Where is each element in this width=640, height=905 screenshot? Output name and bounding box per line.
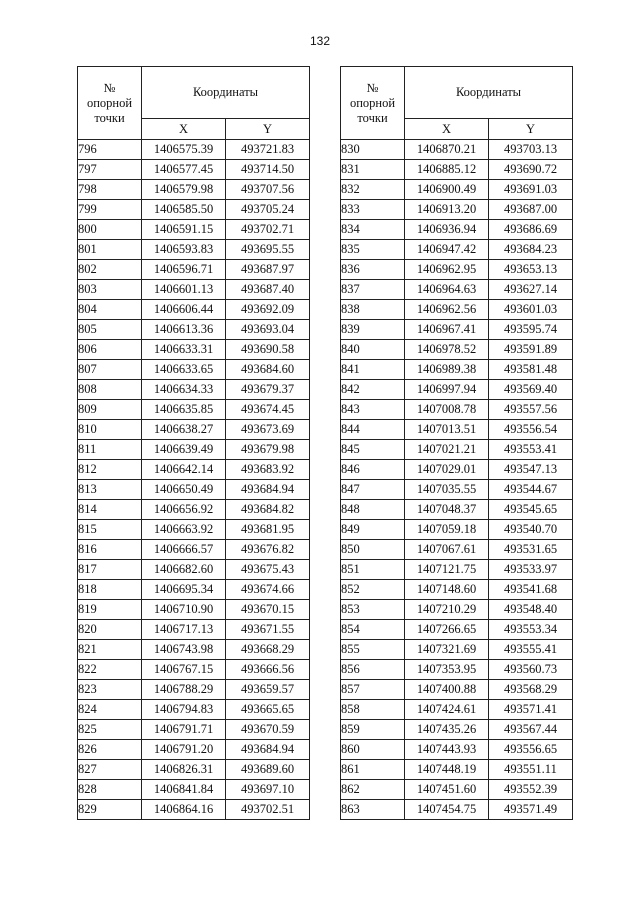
y-coordinate-cell: 493666.56 — [226, 660, 310, 680]
x-coordinate-cell: 1406613.36 — [142, 320, 226, 340]
table-row — [341, 200, 573, 220]
point-number-cell: 832 — [341, 180, 405, 200]
table-row — [78, 480, 310, 500]
y-coordinate-cell: 493557.56 — [489, 400, 573, 420]
point-number-cell: 844 — [341, 420, 405, 440]
x-coordinate-cell: 1406936.94 — [405, 220, 489, 240]
table-row — [78, 760, 310, 780]
point-number-cell: 829 — [78, 800, 142, 820]
table-row — [78, 420, 310, 440]
table-row — [341, 640, 573, 660]
table-row — [78, 460, 310, 480]
x-coordinate-cell: 1406591.15 — [142, 220, 226, 240]
y-coordinate-cell: 493687.97 — [226, 260, 310, 280]
point-number-cell: 821 — [78, 640, 142, 660]
y-coordinate-cell: 493571.49 — [489, 800, 573, 820]
x-coordinate-cell: 1406585.50 — [142, 200, 226, 220]
y-coordinate-cell: 493540.70 — [489, 520, 573, 540]
x-coordinate-cell: 1406606.44 — [142, 300, 226, 320]
point-number-cell: 801 — [78, 240, 142, 260]
x-coordinate-cell: 1406634.33 — [142, 380, 226, 400]
x-coordinate-cell: 1406695.34 — [142, 580, 226, 600]
x-coordinate-cell: 1406575.39 — [142, 140, 226, 160]
point-number-cell: 817 — [78, 560, 142, 580]
y-coordinate-cell: 493556.65 — [489, 740, 573, 760]
point-number-cell: 841 — [341, 360, 405, 380]
table-row — [341, 720, 573, 740]
header-num-line-1: № — [103, 80, 116, 95]
table-row — [341, 580, 573, 600]
y-coordinate-cell: 493567.44 — [489, 720, 573, 740]
y-coordinate-cell: 493679.98 — [226, 440, 310, 460]
x-coordinate-cell: 1406791.20 — [142, 740, 226, 760]
y-coordinate-cell: 493581.48 — [489, 360, 573, 380]
y-coordinate-cell: 493684.60 — [226, 360, 310, 380]
x-coordinate-cell: 1406913.20 — [405, 200, 489, 220]
x-coordinate-cell: 1406579.98 — [142, 180, 226, 200]
y-coordinate-cell: 493686.69 — [489, 220, 573, 240]
point-number-cell: 836 — [341, 260, 405, 280]
table-row — [341, 700, 573, 720]
point-number-cell: 826 — [78, 740, 142, 760]
x-coordinate-cell: 1406826.31 — [142, 760, 226, 780]
y-coordinate-cell: 493569.40 — [489, 380, 573, 400]
table-row — [341, 400, 573, 420]
y-coordinate-cell: 493541.68 — [489, 580, 573, 600]
y-coordinate-cell: 493674.66 — [226, 580, 310, 600]
table-row — [78, 620, 310, 640]
point-number-cell: 810 — [78, 420, 142, 440]
table-row — [341, 240, 573, 260]
y-coordinate-cell: 493548.40 — [489, 600, 573, 620]
x-coordinate-cell: 1406997.94 — [405, 380, 489, 400]
table-row — [341, 780, 573, 800]
table-row — [78, 520, 310, 540]
x-coordinate-cell: 1407008.78 — [405, 400, 489, 420]
y-coordinate-cell: 493695.55 — [226, 240, 310, 260]
table-row — [341, 160, 573, 180]
point-number-cell: 812 — [78, 460, 142, 480]
x-coordinate-cell: 1406962.95 — [405, 260, 489, 280]
y-coordinate-cell: 493553.34 — [489, 620, 573, 640]
y-coordinate-cell: 493707.56 — [226, 180, 310, 200]
page-number: 132 — [309, 34, 331, 48]
table-row — [341, 140, 573, 160]
x-coordinate-cell: 1406717.13 — [142, 620, 226, 640]
point-number-cell: 859 — [341, 720, 405, 740]
x-coordinate-cell: 1407121.75 — [405, 560, 489, 580]
table-row — [78, 740, 310, 760]
y-coordinate-cell: 493545.65 — [489, 500, 573, 520]
y-coordinate-cell: 493697.10 — [226, 780, 310, 800]
y-coordinate-cell: 493670.15 — [226, 600, 310, 620]
point-number-cell: 842 — [341, 380, 405, 400]
point-number-cell: 834 — [341, 220, 405, 240]
coordinates-table-right — [340, 66, 573, 820]
point-number-cell: 802 — [78, 260, 142, 280]
point-number-cell: 858 — [341, 700, 405, 720]
table-row — [341, 480, 573, 500]
y-coordinate-cell: 493689.60 — [226, 760, 310, 780]
table-row — [78, 320, 310, 340]
y-coordinate-cell: 493591.89 — [489, 340, 573, 360]
table-row — [78, 680, 310, 700]
coordinates-table-left — [77, 66, 310, 820]
point-number-cell: 813 — [78, 480, 142, 500]
table-row — [341, 540, 573, 560]
point-number-cell: 825 — [78, 720, 142, 740]
x-coordinate-cell: 1407435.26 — [405, 720, 489, 740]
x-coordinate-cell: 1406633.31 — [142, 340, 226, 360]
x-coordinate-cell: 1406710.90 — [142, 600, 226, 620]
y-coordinate-cell: 493721.83 — [226, 140, 310, 160]
point-number-cell: 809 — [78, 400, 142, 420]
table-row — [341, 760, 573, 780]
y-coordinate-cell: 493681.95 — [226, 520, 310, 540]
x-coordinate-cell: 1406663.92 — [142, 520, 226, 540]
y-coordinate-cell: 493601.03 — [489, 300, 573, 320]
point-number-cell: 850 — [341, 540, 405, 560]
header-num-line-3: точки — [94, 110, 125, 125]
header-point-number — [341, 67, 405, 140]
x-coordinate-cell: 1407451.60 — [405, 780, 489, 800]
y-coordinate-cell: 493671.55 — [226, 620, 310, 640]
table-row — [78, 640, 310, 660]
table-row — [341, 280, 573, 300]
table-row — [341, 620, 573, 640]
point-number-cell: 861 — [341, 760, 405, 780]
x-coordinate-cell: 1406791.71 — [142, 720, 226, 740]
table-row — [78, 220, 310, 240]
y-coordinate-cell: 493555.41 — [489, 640, 573, 660]
point-number-cell: 814 — [78, 500, 142, 520]
point-number-cell: 862 — [341, 780, 405, 800]
x-coordinate-cell: 1406964.63 — [405, 280, 489, 300]
point-number-cell: 830 — [341, 140, 405, 160]
y-coordinate-cell: 493668.29 — [226, 640, 310, 660]
table-row — [78, 800, 310, 820]
header-num-line-2: опорной — [86, 95, 133, 110]
point-number-cell: 849 — [341, 520, 405, 540]
x-coordinate-cell: 1406841.84 — [142, 780, 226, 800]
y-coordinate-cell: 493690.72 — [489, 160, 573, 180]
x-coordinate-cell: 1406666.57 — [142, 540, 226, 560]
point-number-cell: 831 — [341, 160, 405, 180]
table-row — [341, 420, 573, 440]
table-body-left — [78, 140, 310, 820]
table-row — [78, 180, 310, 200]
table-row — [341, 260, 573, 280]
point-number-cell: 818 — [78, 580, 142, 600]
point-number-cell: 799 — [78, 200, 142, 220]
y-coordinate-cell: 493531.65 — [489, 540, 573, 560]
x-coordinate-cell: 1407266.65 — [405, 620, 489, 640]
y-coordinate-cell: 493690.58 — [226, 340, 310, 360]
y-coordinate-cell: 493714.50 — [226, 160, 310, 180]
table-row — [78, 600, 310, 620]
x-coordinate-cell: 1407148.60 — [405, 580, 489, 600]
y-coordinate-cell: 493683.92 — [226, 460, 310, 480]
point-number-cell: 806 — [78, 340, 142, 360]
point-number-cell: 796 — [78, 140, 142, 160]
x-coordinate-cell: 1406596.71 — [142, 260, 226, 280]
point-number-cell: 851 — [341, 560, 405, 580]
point-number-cell: 854 — [341, 620, 405, 640]
point-number-cell: 840 — [341, 340, 405, 360]
x-coordinate-cell: 1407424.61 — [405, 700, 489, 720]
table-row — [341, 800, 573, 820]
y-coordinate-cell: 493705.24 — [226, 200, 310, 220]
header-num-line-3: точки — [357, 110, 388, 125]
y-coordinate-cell: 493533.97 — [489, 560, 573, 580]
x-coordinate-cell: 1406633.65 — [142, 360, 226, 380]
table-row — [341, 520, 573, 540]
table-row — [78, 720, 310, 740]
header-num-line-2: опорной — [349, 95, 396, 110]
header-y: Y — [226, 119, 310, 140]
x-coordinate-cell: 1407443.93 — [405, 740, 489, 760]
table-row — [341, 740, 573, 760]
y-coordinate-cell: 493659.57 — [226, 680, 310, 700]
point-number-cell: 815 — [78, 520, 142, 540]
y-coordinate-cell: 493627.14 — [489, 280, 573, 300]
table-row — [341, 460, 573, 480]
y-coordinate-cell: 493693.04 — [226, 320, 310, 340]
y-coordinate-cell: 493692.09 — [226, 300, 310, 320]
y-coordinate-cell: 493687.00 — [489, 200, 573, 220]
x-coordinate-cell: 1406978.52 — [405, 340, 489, 360]
point-number-cell: 804 — [78, 300, 142, 320]
table-row — [78, 560, 310, 580]
table-row — [341, 680, 573, 700]
x-coordinate-cell: 1406967.41 — [405, 320, 489, 340]
point-number-cell: 848 — [341, 500, 405, 520]
x-coordinate-cell: 1407029.01 — [405, 460, 489, 480]
point-number-cell: 852 — [341, 580, 405, 600]
x-coordinate-cell: 1406593.83 — [142, 240, 226, 260]
point-number-cell: 805 — [78, 320, 142, 340]
x-coordinate-cell: 1406788.29 — [142, 680, 226, 700]
x-coordinate-cell: 1406962.56 — [405, 300, 489, 320]
point-number-cell: 807 — [78, 360, 142, 380]
table-body-right — [341, 140, 573, 820]
y-coordinate-cell: 493544.67 — [489, 480, 573, 500]
point-number-cell: 800 — [78, 220, 142, 240]
x-coordinate-cell: 1407448.19 — [405, 760, 489, 780]
x-coordinate-cell: 1406947.42 — [405, 240, 489, 260]
point-number-cell: 816 — [78, 540, 142, 560]
x-coordinate-cell: 1406794.83 — [142, 700, 226, 720]
y-coordinate-cell: 493684.94 — [226, 480, 310, 500]
table-row — [341, 340, 573, 360]
table-row — [341, 320, 573, 340]
table-row — [341, 440, 573, 460]
point-number-cell: 853 — [341, 600, 405, 620]
header-coordinates: Координаты — [405, 67, 573, 119]
point-number-cell: 811 — [78, 440, 142, 460]
table-row — [78, 260, 310, 280]
y-coordinate-cell: 493674.45 — [226, 400, 310, 420]
y-coordinate-cell: 493702.71 — [226, 220, 310, 240]
x-coordinate-cell: 1406864.16 — [142, 800, 226, 820]
point-number-cell: 856 — [341, 660, 405, 680]
table-row — [78, 360, 310, 380]
point-number-cell: 823 — [78, 680, 142, 700]
y-coordinate-cell: 493568.29 — [489, 680, 573, 700]
y-coordinate-cell: 493675.43 — [226, 560, 310, 580]
y-coordinate-cell: 493653.13 — [489, 260, 573, 280]
x-coordinate-cell: 1407454.75 — [405, 800, 489, 820]
header-y: Y — [489, 119, 573, 140]
x-coordinate-cell: 1406682.60 — [142, 560, 226, 580]
point-number-cell: 808 — [78, 380, 142, 400]
y-coordinate-cell: 493552.39 — [489, 780, 573, 800]
table-row — [78, 580, 310, 600]
x-coordinate-cell: 1406900.49 — [405, 180, 489, 200]
header-point-number — [78, 67, 142, 140]
table-row — [341, 380, 573, 400]
point-number-cell: 863 — [341, 800, 405, 820]
table-row — [341, 360, 573, 380]
x-coordinate-cell: 1406601.13 — [142, 280, 226, 300]
table-row — [78, 660, 310, 680]
x-coordinate-cell: 1406767.15 — [142, 660, 226, 680]
y-coordinate-cell: 493684.94 — [226, 740, 310, 760]
point-number-cell: 838 — [341, 300, 405, 320]
header-num-line-1: № — [366, 80, 379, 95]
y-coordinate-cell: 493547.13 — [489, 460, 573, 480]
table-row — [78, 780, 310, 800]
point-number-cell: 824 — [78, 700, 142, 720]
point-number-cell: 855 — [341, 640, 405, 660]
y-coordinate-cell: 493556.54 — [489, 420, 573, 440]
point-number-cell: 828 — [78, 780, 142, 800]
point-number-cell: 843 — [341, 400, 405, 420]
y-coordinate-cell: 493687.40 — [226, 280, 310, 300]
table-row — [78, 700, 310, 720]
table-row — [78, 340, 310, 360]
x-coordinate-cell: 1407321.69 — [405, 640, 489, 660]
table-row — [78, 440, 310, 460]
x-coordinate-cell: 1406885.12 — [405, 160, 489, 180]
table-row — [341, 180, 573, 200]
point-number-cell: 837 — [341, 280, 405, 300]
y-coordinate-cell: 493702.51 — [226, 800, 310, 820]
table-row — [78, 140, 310, 160]
table-row — [78, 500, 310, 520]
point-number-cell: 797 — [78, 160, 142, 180]
y-coordinate-cell: 493679.37 — [226, 380, 310, 400]
x-coordinate-cell: 1407400.88 — [405, 680, 489, 700]
x-coordinate-cell: 1406577.45 — [142, 160, 226, 180]
header-coordinates: Координаты — [142, 67, 310, 119]
x-coordinate-cell: 1406639.49 — [142, 440, 226, 460]
table-row — [78, 200, 310, 220]
x-coordinate-cell: 1406989.38 — [405, 360, 489, 380]
y-coordinate-cell: 493571.41 — [489, 700, 573, 720]
y-coordinate-cell: 493684.23 — [489, 240, 573, 260]
point-number-cell: 827 — [78, 760, 142, 780]
x-coordinate-cell: 1406656.92 — [142, 500, 226, 520]
point-number-cell: 819 — [78, 600, 142, 620]
table-row — [341, 600, 573, 620]
point-number-cell: 803 — [78, 280, 142, 300]
point-number-cell: 845 — [341, 440, 405, 460]
point-number-cell: 798 — [78, 180, 142, 200]
point-number-cell: 846 — [341, 460, 405, 480]
y-coordinate-cell: 493684.82 — [226, 500, 310, 520]
header-x: X — [142, 119, 226, 140]
x-coordinate-cell: 1407067.61 — [405, 540, 489, 560]
y-coordinate-cell: 493676.82 — [226, 540, 310, 560]
x-coordinate-cell: 1406635.85 — [142, 400, 226, 420]
y-coordinate-cell: 493551.11 — [489, 760, 573, 780]
y-coordinate-cell: 493595.74 — [489, 320, 573, 340]
x-coordinate-cell: 1406650.49 — [142, 480, 226, 500]
table-row — [341, 500, 573, 520]
point-number-cell: 820 — [78, 620, 142, 640]
x-coordinate-cell: 1406743.98 — [142, 640, 226, 660]
x-coordinate-cell: 1407210.29 — [405, 600, 489, 620]
table-row — [78, 240, 310, 260]
header-x: X — [405, 119, 489, 140]
point-number-cell: 839 — [341, 320, 405, 340]
x-coordinate-cell: 1406638.27 — [142, 420, 226, 440]
y-coordinate-cell: 493560.73 — [489, 660, 573, 680]
x-coordinate-cell: 1407059.18 — [405, 520, 489, 540]
point-number-cell: 860 — [341, 740, 405, 760]
table-row — [341, 560, 573, 580]
table-row — [78, 380, 310, 400]
point-number-cell: 833 — [341, 200, 405, 220]
y-coordinate-cell: 493673.69 — [226, 420, 310, 440]
x-coordinate-cell: 1407021.21 — [405, 440, 489, 460]
table-row — [78, 160, 310, 180]
y-coordinate-cell: 493691.03 — [489, 180, 573, 200]
x-coordinate-cell: 1407048.37 — [405, 500, 489, 520]
table-row — [78, 400, 310, 420]
point-number-cell: 822 — [78, 660, 142, 680]
table-row — [341, 220, 573, 240]
x-coordinate-cell: 1407013.51 — [405, 420, 489, 440]
table-row — [78, 540, 310, 560]
x-coordinate-cell: 1406870.21 — [405, 140, 489, 160]
table-row — [341, 660, 573, 680]
table-row — [78, 300, 310, 320]
point-number-cell: 857 — [341, 680, 405, 700]
table-row — [341, 300, 573, 320]
y-coordinate-cell: 493670.59 — [226, 720, 310, 740]
x-coordinate-cell: 1407353.95 — [405, 660, 489, 680]
y-coordinate-cell: 493553.41 — [489, 440, 573, 460]
table-row — [78, 280, 310, 300]
x-coordinate-cell: 1406642.14 — [142, 460, 226, 480]
x-coordinate-cell: 1407035.55 — [405, 480, 489, 500]
point-number-cell: 847 — [341, 480, 405, 500]
point-number-cell: 835 — [341, 240, 405, 260]
y-coordinate-cell: 493703.13 — [489, 140, 573, 160]
y-coordinate-cell: 493665.65 — [226, 700, 310, 720]
